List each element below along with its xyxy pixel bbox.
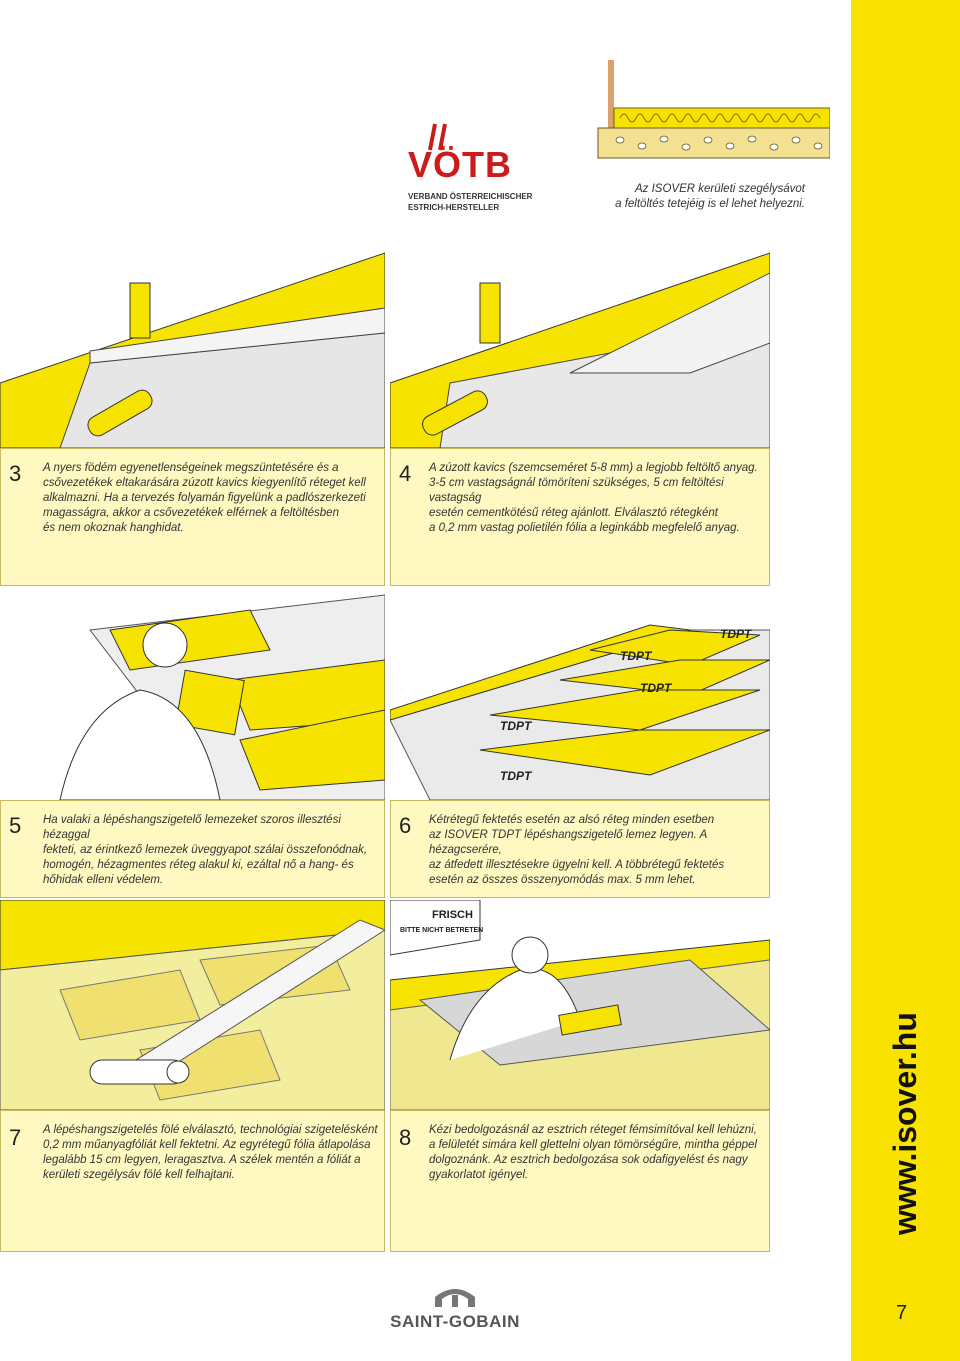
website-url[interactable]: www.isover.hu: [887, 1012, 923, 1235]
top-caption: [600, 182, 805, 212]
sign-line-1: FRISCH: [432, 909, 473, 921]
step-text-line: és nem okoznak hanghidat.: [43, 522, 184, 534]
illustration-step-6: [390, 590, 770, 800]
cross-section-illustration: [590, 60, 830, 170]
step-5-panel: [0, 800, 385, 898]
board-label: TDPT: [640, 681, 672, 695]
illustration-step-5: [0, 590, 385, 800]
brand-name: SAINT-GOBAIN: [390, 1312, 520, 1331]
step-text: [43, 1123, 378, 1183]
step-number: 8: [399, 1125, 412, 1150]
step-text-line: Ha valaki a lépéshangszigetelő lemezeket szoros illesztési hézaggal: [43, 814, 341, 841]
step-text-line: csővezetékek eltakarására zúzott kavics kiegyenlítő réteget kell: [43, 477, 366, 489]
step-6-panel: [390, 800, 770, 898]
board-label: TDPT: [500, 719, 532, 733]
board-label: TDPT: [620, 649, 652, 663]
saint-gobain-logo: [370, 1285, 540, 1335]
board-label: TDPT: [720, 627, 752, 641]
step-text-line: hőhidak elleni védelem.: [43, 874, 164, 886]
sign-line-2: BITTE NICHT BETRETEN: [400, 927, 484, 934]
step-text-line: 0,2 mm műanyagfóliát kell fektetni. Az egyrétegű fólia átlapolása: [43, 1139, 371, 1151]
step-text-line: magasságra, akkor a csővezetékek elférnek a feltöltésben: [43, 507, 339, 519]
top-caption-line-2: a feltöltés tetejéig is el lehet helyezni.: [615, 198, 805, 210]
logo-mark: VÖTB: [408, 144, 513, 185]
step-8-panel: [390, 1110, 770, 1252]
step-text: [43, 813, 378, 888]
step-number: 3: [9, 461, 22, 486]
step-text: [43, 461, 378, 536]
step-text-line: homogén, hézagmentes réteg alakul ki, ezáltal nő a hang- és: [43, 859, 354, 871]
step-text-line: A zúzott kavics (szemcseméret 5-8 mm) a legjobb feltöltő anyag.: [429, 462, 758, 474]
illustration-step-3: [0, 233, 385, 448]
step-4-panel: [390, 448, 770, 586]
step-text-line: esetén cementkötésű réteg ajánlott. Elválasztó rétegként: [429, 507, 718, 519]
step-text: [429, 1123, 764, 1183]
step-text-line: az átfedett illesztésekre ügyelni kell. A többrétegű fektetés: [429, 859, 725, 871]
step-text-line: A nyers födém egyenetlenségeinek megszüntetésére és a: [43, 462, 339, 474]
step-text-line: kerületi szegélysáv fölé kell felhajtani.: [43, 1169, 235, 1181]
step-text-line: 3-5 cm vastagságnál tömöríteni szükséges, 5 cm feltöltési vastagság: [429, 477, 724, 504]
step-number: 4: [399, 461, 412, 486]
step-7-panel: [0, 1110, 385, 1252]
step-text-line: az ISOVER TDPT lépéshangszigetelő lemez legyen. A hézagcserére,: [429, 829, 707, 856]
step-text-line: Kétrétegű fektetés esetén az alsó réteg minden esetben: [429, 814, 715, 826]
step-text: [429, 813, 764, 888]
step-text-line: A lépéshangszigetelés fölé elválasztó, technológiai szigetelésként: [43, 1124, 378, 1136]
step-text-line: legalább 15 cm legyen, leragasztva. A szélek mentén a fóliát a: [43, 1154, 361, 1166]
step-text-line: dolgoznánk. Az esztrich bedolgozása sok odafigyelést és nagy: [429, 1154, 748, 1166]
step-3-panel: [0, 448, 385, 586]
step-text-line: alkalmazni. Ha a tervezés folyamán figyelünk a padlószerkezeti: [43, 492, 366, 504]
step-number: 5: [9, 813, 22, 838]
illustration-step-7: [0, 900, 385, 1110]
top-caption-line-1: Az ISOVER kerületi szegélysávot: [634, 183, 805, 195]
illustration-step-8: [390, 900, 770, 1110]
step-text-line: gyakorlatot igényel.: [429, 1169, 529, 1181]
step-text-line: fekteti, az érintkező lemezek üveggyapot szálai összefonódnak,: [43, 844, 368, 856]
step-number: 6: [399, 813, 412, 838]
logo-line-1: VERBAND ÖSTERREICHISCHER: [408, 192, 533, 201]
votb-logo: [400, 120, 535, 220]
step-text-line: a 0,2 mm vastag polietilén fólia a leginkább megfelelő anyag.: [429, 522, 740, 534]
step-text-line: a felületét simára kell glettelni olyan tömörségűre, mintha géppel: [429, 1139, 757, 1151]
saint-gobain-arch-icon: [430, 1285, 480, 1307]
step-text-line: Kézi bedolgozásnál az esztrich réteget fémsimítóval kell lehúzni,: [429, 1124, 757, 1136]
board-label: TDPT: [500, 769, 532, 783]
step-number: 7: [9, 1125, 22, 1150]
logo-line-2: ESTRICH-HERSTELLER: [408, 203, 500, 212]
step-text: [429, 461, 764, 536]
step-text-line: esetén az összes összenyomódás max. 5 mm lehet.: [429, 874, 696, 886]
illustration-step-4: [390, 233, 770, 448]
page-number: 7: [896, 1302, 908, 1324]
